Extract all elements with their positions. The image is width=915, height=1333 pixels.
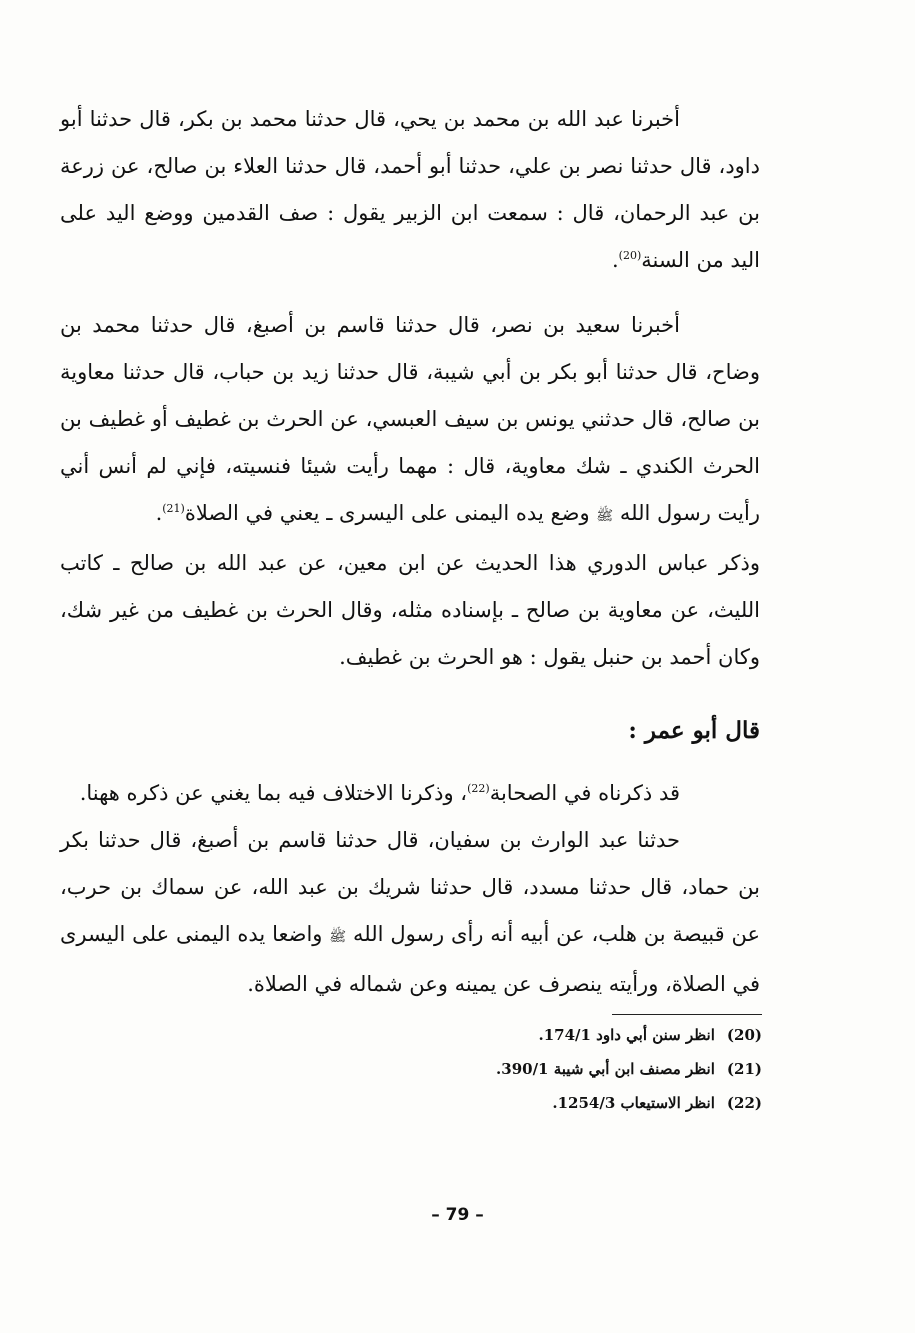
page-number: – 79 – bbox=[431, 1205, 484, 1225]
footnote-ref-22: (22) bbox=[467, 782, 490, 795]
paragraph-5: حدثنا عبد الوارث بن سفيان، قال حدثنا قاسم بن أصبغ، قال حدثنا بكر بن حماد، قال حدثنا مسدد، قال حدثنا شريك بن عبد الله، عن سماك بن حرب، عن قبيصة بن هلب، عن أبيه أنه رأى رسول الله ﷺ واضعا يده اليمنى على اليسرى في الصلاة، ورأيته ينصرف عن يمينه وعن شماله في الصلاة. bbox=[60, 828, 760, 996]
salutation-glyph: ﷺ bbox=[329, 929, 347, 945]
footnote-ref-20: (20) bbox=[618, 249, 642, 262]
paragraph-1: أخبرنا عبد الله بن محمد بن يحي، قال حدثنا محمد بن بكر، قال حدثنا أبو داود، قال حدثنا نصر بن علي، حدثنا أبو أحمد، قال حدثنا العلاء بن صالح، عن زرعة بن عبد الرحمان، قال : سمعت ابن الزبير يقول : صف القدمين ووضع اليد على اليد من السنة$^{(20)}$. bbox=[60, 107, 760, 272]
salutation-glyph: ﷺ bbox=[596, 508, 614, 524]
footnote-item: (22)انظر الاستيعاب 1254/3. bbox=[552, 1094, 762, 1112]
footnote-item: (21)انظر مصنف ابن أبي شيبة 390/1. bbox=[496, 1060, 762, 1078]
paragraph-3: وذكر عباس الدوري هذا الحديث عن ابن معين، عن عبد الله بن صالح ـ كاتب الليث، عن معاوية بن صالح ـ بإسناده مثله، وقال الحرث بن غطيف من غير شك، وكان أحمد بن حنبل يقول : هو الحرث بن غطيف. bbox=[60, 551, 760, 669]
footnotes bbox=[300, 1018, 762, 1120]
section-heading: قال أبو عمر : bbox=[628, 717, 760, 744]
main-text bbox=[60, 96, 760, 1008]
footnote-ref-21: (21) bbox=[162, 502, 185, 515]
footnote-separator bbox=[612, 1014, 762, 1015]
paragraph-2: أخبرنا سعيد بن نصر، قال حدثنا قاسم بن أصبغ، قال حدثنا محمد بن وضاح، قال حدثنا أبو بكر بن أبي شيبة، قال حدثنا زيد بن حباب، قال حدثنا معاوية بن صالح، قال حدثني يونس بن سيف العبسي، عن الحرث بن غطيف أو غطيف بن الحرث الكندي ـ شك معاوية، قال : مهما رأيت شيئا فنسيته، فإني لم أنس أني رأيت رسول الله ﷺ وضع يده اليمنى على اليسرى ـ يعني في الصلاة$^{(21)}$. bbox=[60, 313, 760, 525]
paragraph-4: قد ذكرناه في الصحابة$^{(22)}$، وذكرنا الاختلاف فيه بما يغني عن ذكره ههنا. bbox=[79, 781, 680, 805]
footnote-item: (20)انظر سنن أبي داود 174/1. bbox=[538, 1026, 762, 1044]
